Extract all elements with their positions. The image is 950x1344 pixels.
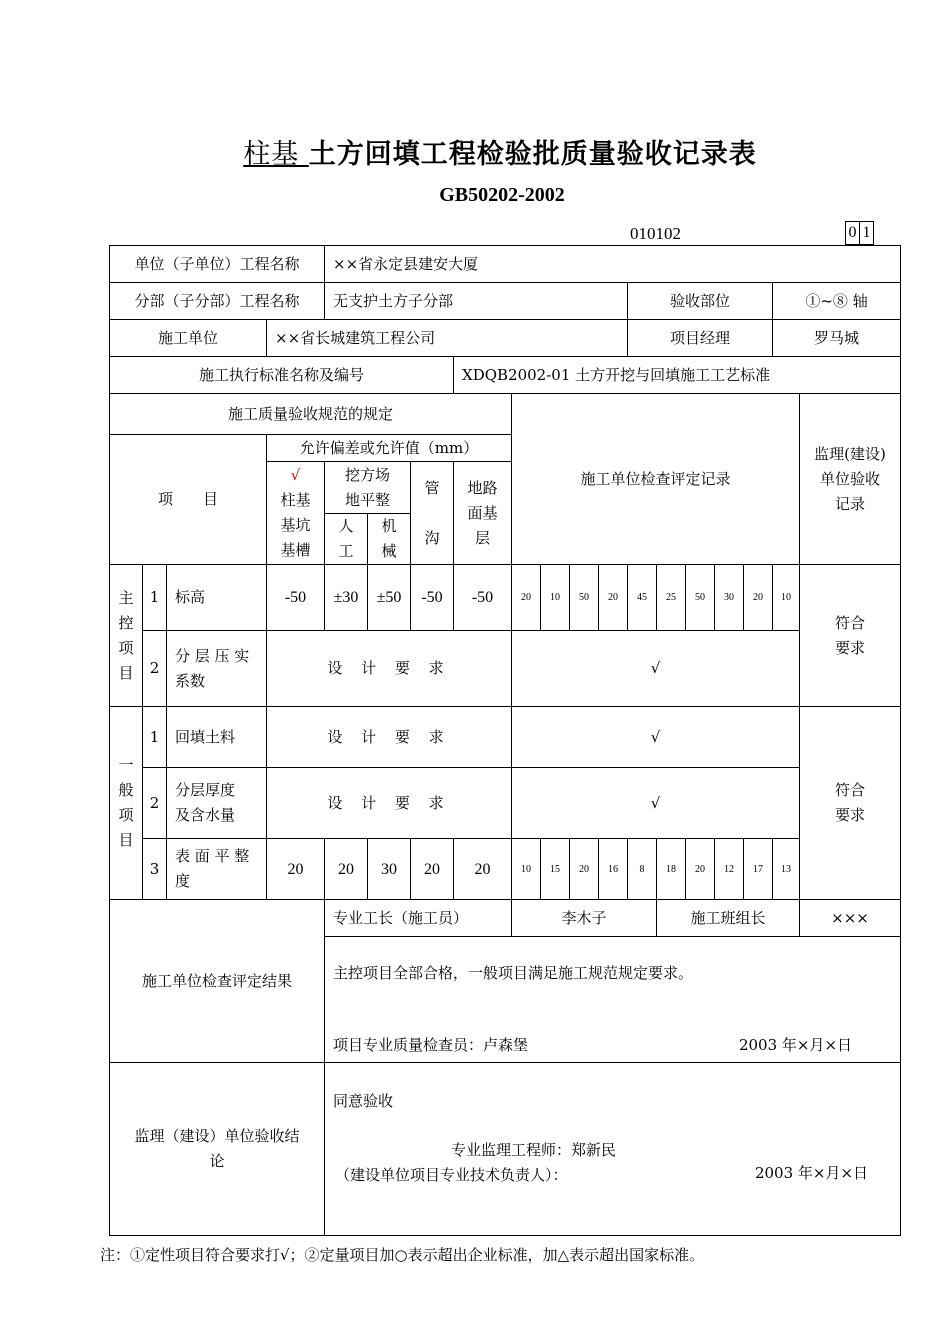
- measurement-cell[interactable]: 10: [773, 565, 800, 631]
- form-code: 010102: [630, 224, 681, 243]
- general-items-group-label: [110, 707, 143, 900]
- contractor-label: 施工单位: [110, 320, 267, 357]
- measurement-cell[interactable]: 10: [541, 565, 570, 631]
- excavation-header: [325, 462, 411, 514]
- general-items-result[interactable]: [800, 707, 901, 900]
- header-line: 基坑: [280, 516, 311, 534]
- supervisor-conclusion: 同意验收: [333, 1092, 394, 1110]
- item-name: [167, 768, 267, 839]
- pipe-column-header: [411, 462, 454, 565]
- measurement-cell[interactable]: 30: [715, 565, 744, 631]
- road-column-header: [454, 462, 512, 565]
- supervisor-header-line: 单位验收: [820, 469, 881, 488]
- check-record-header: 施工单位检查评定记录: [512, 394, 800, 565]
- footnote: 注：①定性项目符合要求打√；②定量项目加○表示超出企业标准，加△表示超出国家标准。: [100, 1246, 705, 1264]
- check-mark-icon: √: [290, 466, 301, 484]
- item-name-line: 度: [175, 872, 191, 890]
- supervisor-result-content[interactable]: [325, 1063, 901, 1236]
- group-char: 目: [118, 663, 134, 682]
- group-char: 一: [118, 756, 134, 774]
- result-line: 要求: [835, 806, 866, 824]
- result-line: 符合: [835, 781, 866, 799]
- title-main: 土方回填工程检验批质量验收记录表: [308, 139, 757, 170]
- standard-label: 施工执行标准名称及编号: [110, 357, 454, 394]
- manual-column-header: [325, 514, 368, 565]
- item-header: 项 目: [110, 435, 267, 565]
- team-leader-label: 施工班组长: [657, 900, 800, 937]
- measurement-cell[interactable]: 10: [512, 839, 541, 900]
- measurement-cell[interactable]: 8: [628, 839, 657, 900]
- group-char: 目: [118, 831, 134, 849]
- label-line: 监理（建设）单位验收结: [134, 1127, 300, 1145]
- item-name-line: 系数: [175, 671, 206, 690]
- quality-inspector: 项目专业质量检查员：卢森堡: [333, 1036, 529, 1054]
- page-title: [0, 132, 950, 171]
- header-line: 机: [381, 517, 397, 535]
- row-number: 1: [143, 565, 167, 631]
- measurement-cell[interactable]: 15: [541, 839, 570, 900]
- tolerance-pile: 20: [267, 839, 325, 900]
- supervisor-header-line: 记录: [835, 494, 866, 513]
- design-requirement: 设 计 要 求: [267, 768, 512, 839]
- tolerance-header: 允许偏差或允许值（mm）: [267, 435, 512, 462]
- supervisor-header-line: 监理(建设): [814, 444, 886, 463]
- header-line: 地路: [467, 478, 498, 497]
- label-line: 论: [209, 1152, 225, 1170]
- item-name-line: 表 面 平 整: [175, 847, 250, 865]
- acceptance-part-label: 验收部位: [628, 283, 773, 320]
- header-line: 挖方场: [345, 465, 391, 484]
- tolerance-pipe: -50: [411, 565, 454, 631]
- header-line: 管: [424, 478, 440, 497]
- inspection-table: [109, 245, 901, 1236]
- machine-column-header: [368, 514, 411, 565]
- header-line: 工: [338, 542, 354, 560]
- tolerance-road: 20: [454, 839, 512, 900]
- group-char: 项: [118, 638, 134, 657]
- serial-boxes: [845, 221, 873, 245]
- group-char: 主: [118, 588, 134, 607]
- measurement-cell[interactable]: 20: [570, 839, 599, 900]
- result-line: 要求: [835, 638, 866, 657]
- row-number: 2: [143, 768, 167, 839]
- supervisor-record-header: [800, 394, 901, 565]
- group-char: 项: [118, 806, 134, 824]
- check-mark-icon[interactable]: √: [512, 707, 800, 768]
- item-name: 标高: [167, 565, 267, 631]
- header-line: 械: [381, 542, 397, 560]
- measurement-cell[interactable]: 18: [657, 839, 686, 900]
- pm-value[interactable]: 罗马城: [773, 320, 901, 357]
- tolerance-manual: 20: [325, 839, 368, 900]
- group-char: 控: [118, 613, 134, 632]
- design-requirement: 设 计 要 求: [267, 631, 512, 707]
- title-project-part: 柱基: [243, 139, 309, 170]
- unit-label: 单位（子单位）工程名称: [110, 246, 325, 283]
- measurement-cell[interactable]: 12: [715, 839, 744, 900]
- main-items-group-label: [110, 565, 143, 707]
- tolerance-machine: 30: [368, 839, 411, 900]
- item-name: [167, 839, 267, 900]
- owner-representative: （建设单位项目专业技术负责人）：: [335, 1166, 568, 1184]
- serial-digit[interactable]: 0: [845, 221, 860, 245]
- unit-value[interactable]: ××省永定县建安大厦: [325, 246, 901, 283]
- item-name: [167, 631, 267, 707]
- result-line: 符合: [835, 613, 866, 632]
- standard-code: GB50202-2002: [439, 184, 565, 206]
- header-line: 沟: [424, 528, 440, 547]
- serial-digit[interactable]: 1: [859, 221, 874, 245]
- standard-value[interactable]: XDQB2002-01 土方开挖与回填施工工艺标准: [454, 357, 901, 394]
- foreman-value[interactable]: 李木子: [512, 900, 657, 937]
- pile-column-header: [267, 462, 325, 565]
- check-mark-icon[interactable]: √: [512, 631, 800, 707]
- pm-label: 项目经理: [628, 320, 773, 357]
- acceptance-part-value[interactable]: ①~⑧ 轴: [773, 283, 901, 320]
- measurement-cell[interactable]: 16: [599, 839, 628, 900]
- check-mark-icon[interactable]: √: [512, 768, 800, 839]
- contractor-conclusion: 主控项目全部合格，一般项目满足施工规范规定要求。: [333, 964, 694, 982]
- header-line: 柱基: [280, 491, 311, 509]
- measurement-cell[interactable]: 25: [657, 565, 686, 631]
- division-label: 分部（子分部）工程名称: [110, 283, 325, 320]
- tolerance-road: -50: [454, 565, 512, 631]
- header-line: 地平整: [345, 490, 391, 509]
- contractor-value[interactable]: ××省长城建筑工程公司: [267, 320, 628, 357]
- measurement-cell[interactable]: 20: [599, 565, 628, 631]
- foreman-label: 专业工长（施工员）: [325, 900, 512, 937]
- team-leader-value[interactable]: ×××: [800, 900, 901, 937]
- division-value[interactable]: 无支护土方子分部: [325, 283, 628, 320]
- supervising-engineer: 专业监理工程师：郑新民: [451, 1141, 617, 1159]
- row-number: 2: [143, 631, 167, 707]
- tolerance-pipe: 20: [411, 839, 454, 900]
- supervisor-result-label: [110, 1063, 325, 1236]
- measurement-cell[interactable]: 20: [744, 565, 773, 631]
- item-name: 回填土料: [167, 707, 267, 768]
- main-items-result[interactable]: [800, 565, 901, 707]
- measurement-cell[interactable]: 13: [773, 839, 800, 900]
- group-char: 般: [118, 781, 134, 799]
- header-line: 面基: [467, 503, 498, 522]
- measurement-cell[interactable]: 50: [686, 565, 715, 631]
- spec-title: 施工质量验收规范的规定: [110, 394, 512, 435]
- contractor-result-content[interactable]: [325, 937, 901, 1063]
- tolerance-pile: -50: [267, 565, 325, 631]
- tolerance-machine: ±50: [368, 565, 411, 631]
- item-name-line: 分 层 压 实: [175, 646, 250, 665]
- supervisor-date: 2003 年×月×日: [754, 1164, 869, 1182]
- item-name-line: 分层厚度: [175, 781, 236, 799]
- design-requirement: 设 计 要 求: [267, 707, 512, 768]
- header-line: 人: [338, 517, 354, 535]
- contractor-date: 2003 年×月×日: [738, 1036, 853, 1054]
- tolerance-manual: ±30: [325, 565, 368, 631]
- row-number: 3: [143, 839, 167, 900]
- measurement-cell[interactable]: 50: [570, 565, 599, 631]
- row-number: 1: [143, 707, 167, 768]
- measurement-cell[interactable]: 17: [744, 839, 773, 900]
- item-name-line: 及含水量: [175, 806, 236, 824]
- measurement-cell[interactable]: 20: [686, 839, 715, 900]
- contractor-result-label: 施工单位检查评定结果: [110, 900, 325, 1063]
- measurement-cell[interactable]: 20: [512, 565, 541, 631]
- measurement-cell[interactable]: 45: [628, 565, 657, 631]
- header-line: 基槽: [280, 541, 311, 559]
- header-line: 层: [475, 528, 491, 547]
